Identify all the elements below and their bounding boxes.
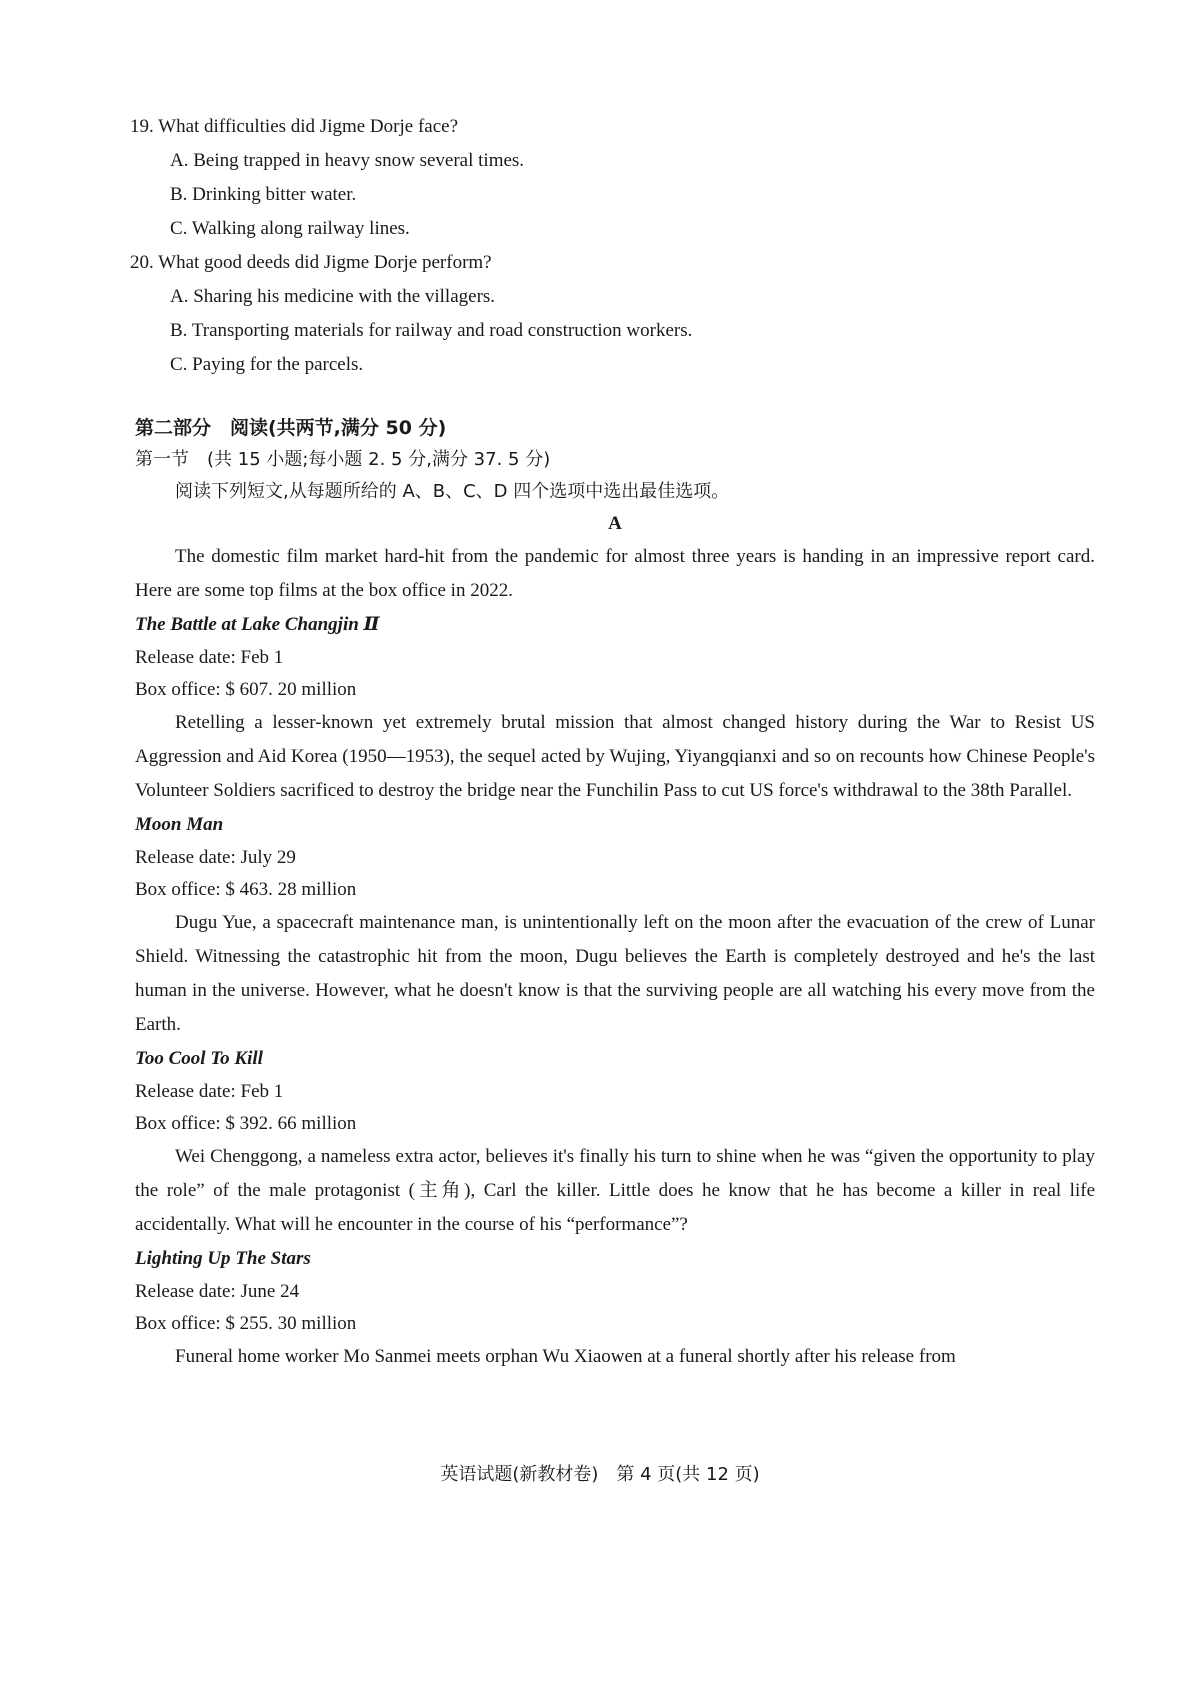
reading-section: [135, 412, 1095, 1374]
film-description: Retelling a lesser-known yet extremely brutal mission that almost changed history during the War to Resist US Aggression and Aid Korea (1950—1953), the sequel acted by Wujing, Yiyangqianxi and so on recounts how Chinese People's Volunteer Soldiers sacrificed to destroy the bridge near the Funchilin Pass to cut US force's withdrawal to the 38th Parallel.: [135, 712, 1095, 801]
film-title: Moon Man: [135, 814, 224, 835]
page-footer: 英语试题(新教材卷) 第 4 页(共 12 页): [440, 1464, 760, 1485]
section-subtitle: 第一节 (共 15 小题;每小题 2. 5 分,满分 37. 5 分): [135, 449, 551, 470]
film-title: Too Cool To Kill: [135, 1048, 263, 1069]
option-a: A. Sharing his medicine with the villagers.: [170, 286, 496, 307]
box-office: Box office: $ 463. 28 million: [135, 879, 357, 900]
question-stem: 19. What difficulties did Jigme Dorje face?: [130, 116, 459, 137]
question-block: [130, 110, 1090, 382]
film-title: Lighting Up The Stars: [135, 1248, 311, 1269]
film-entry: [135, 1042, 1095, 1242]
passage-intro: The domestic film market hard-hit from the pandemic for almost three years is handing in an impressive report card. Here are some top films at the box office in 2022.: [135, 546, 1095, 601]
question-19: [130, 110, 1090, 246]
passage-letter: A: [608, 513, 622, 534]
release-date: Release date: July 29: [135, 847, 296, 868]
option-a: A. Being trapped in heavy snow several times.: [170, 150, 525, 171]
option-b: B. Transporting materials for railway and road construction workers.: [170, 320, 693, 341]
film-entry: [135, 808, 1095, 1042]
film-description: Funeral home worker Mo Sanmei meets orphan Wu Xiaowen at a funeral shortly after his release from: [175, 1346, 956, 1367]
film-description: Dugu Yue, a spacecraft maintenance man, is unintentionally left on the moon after the evacuation of the crew of Lunar Shield. Witnessing the catastrophic hit from the moon, Dugu believes the Earth is completely destroyed and he's the last human in the universe. However, what he doesn't know is that the surviving people are all watching his every move from the Earth.: [135, 912, 1095, 1035]
question-stem: 20. What good deeds did Jigme Dorje perform?: [130, 252, 492, 273]
film-description: Wei Chenggong, a nameless extra actor, believes it's finally his turn to shine when he was “given the opportunity to play the role” of the male protagonist (主角), Carl the killer. Little does he know that he has become a killer in real life accidentally. What will he encounter in the course of his “performance”?: [135, 1146, 1095, 1235]
option-c: C. Walking along railway lines.: [170, 218, 410, 239]
release-date: Release date: Feb 1: [135, 1081, 284, 1102]
question-20: [130, 246, 1090, 382]
option-b: B. Drinking bitter water.: [170, 184, 357, 205]
option-c: C. Paying for the parcels.: [170, 354, 364, 375]
release-date: Release date: Feb 1: [135, 647, 284, 668]
box-office: Box office: $ 392. 66 million: [135, 1113, 357, 1134]
section-title: 第二部分 阅读(共两节,满分 50 分): [135, 417, 447, 439]
section-instruction: 阅读下列短文,从每题所给的 A、B、C、D 四个选项中选出最佳选项。: [175, 481, 730, 502]
film-entry: [135, 1242, 1095, 1374]
box-office: Box office: $ 255. 30 million: [135, 1313, 357, 1334]
box-office: Box office: $ 607. 20 million: [135, 679, 357, 700]
release-date: Release date: June 24: [135, 1281, 300, 1302]
film-title: The Battle at Lake Changjin Ⅱ: [135, 614, 380, 635]
film-entry: [135, 608, 1095, 808]
